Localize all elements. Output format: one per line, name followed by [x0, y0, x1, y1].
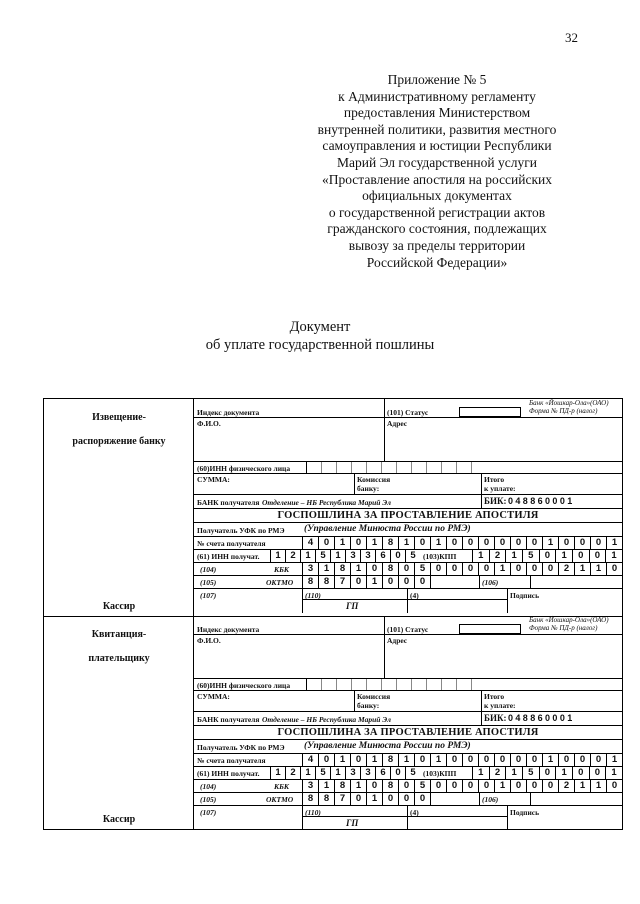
account-number-cells	[302, 754, 622, 766]
empty-cell	[336, 679, 351, 690]
index-row	[194, 399, 622, 418]
digit-cell: 0	[572, 767, 589, 779]
kpp-label: (103)КПП	[423, 769, 457, 778]
oktmo-row	[194, 576, 622, 589]
digit-cell: 0	[414, 537, 430, 549]
digit-cell: 1	[590, 563, 606, 575]
page-number: 32	[565, 30, 578, 45]
section-title: Квитанция-	[91, 629, 147, 640]
digit-cell: 0	[366, 780, 382, 792]
digit-cell: 0	[446, 754, 462, 766]
digit-cell: 8	[334, 780, 350, 792]
digit-cell: 0	[526, 780, 542, 792]
digit-cell: 1	[366, 576, 382, 588]
empty-cell	[456, 679, 471, 690]
empty-cell	[396, 462, 411, 473]
digit-cell: 0	[590, 754, 606, 766]
empty-cell	[441, 679, 456, 690]
digit-cell: 1	[366, 793, 382, 805]
inn-label: (61) ИНН получат.	[197, 552, 260, 561]
digit-cell: 3	[345, 550, 360, 562]
digit-cell: 8	[382, 563, 398, 575]
inn-person-row	[194, 462, 622, 474]
digit-cell: 0	[558, 537, 574, 549]
digit-cell: 1	[334, 754, 350, 766]
inn-label: (61) ИНН получат.	[197, 769, 260, 778]
empty-cell	[336, 462, 351, 473]
empty-cell	[426, 679, 441, 690]
digit-cell: 1	[366, 537, 382, 549]
digit-cell: 1	[574, 780, 590, 792]
digit-cell: 1	[555, 550, 572, 562]
digit-cell: 0	[366, 563, 382, 575]
digit-cell: 0	[446, 563, 462, 575]
digit-cell: 0	[446, 537, 462, 549]
digit-cell: 0	[590, 537, 606, 549]
empty-cell	[411, 462, 426, 473]
recipient-value: (Управление Минюста России по РМЭ)	[304, 524, 471, 534]
digit-cell: 0	[350, 793, 366, 805]
inn-person-label: (60)ИНН физического лица	[197, 464, 291, 473]
account-row	[194, 537, 622, 550]
digit-cell: 0	[606, 780, 622, 792]
digit-cell: 1	[505, 767, 522, 779]
account-number-cells	[302, 537, 622, 549]
digit-cell: 0	[390, 550, 405, 562]
digit-cell: 1	[270, 767, 285, 779]
oktmo-label: ОКТМО	[266, 795, 294, 804]
address-label: Адрес	[387, 636, 408, 645]
digit-cell: 1	[334, 537, 350, 549]
digit-cell: 5	[315, 550, 330, 562]
section-subtitle: плательщику	[88, 653, 150, 664]
digit-cell: 0	[382, 793, 398, 805]
bik-label: БИК:	[484, 496, 507, 506]
digit-cell: 2	[285, 767, 300, 779]
digit-cell: 0	[478, 754, 494, 766]
digit-cell: 0	[510, 537, 526, 549]
index-label: Индекс документа	[197, 625, 260, 634]
bank-recipient-value: Отделение – НБ Республика Марий Эл	[262, 715, 391, 724]
receipt-section	[44, 616, 622, 829]
digit-cell: 1	[494, 563, 510, 575]
field-107-label: (107)	[200, 808, 217, 817]
digit-cell: 1	[300, 767, 315, 779]
fio-address-row	[194, 418, 622, 462]
sum-row	[194, 474, 622, 495]
digit-cell: 1	[505, 550, 522, 562]
empty-cell	[426, 462, 441, 473]
bottom-row	[194, 806, 622, 830]
digit-cell: 0	[589, 767, 606, 779]
digit-cell: 1	[366, 754, 382, 766]
digit-cell: 4	[302, 754, 318, 766]
section-label-column	[44, 616, 194, 829]
empty-cell	[306, 679, 321, 690]
fio-address-row	[194, 635, 622, 679]
total-label: Итого	[484, 475, 505, 484]
digit-cell: 0	[414, 576, 430, 588]
digit-cell: 0	[462, 780, 478, 792]
empty-cell	[366, 679, 381, 690]
digit-cell: 5	[405, 550, 420, 562]
digit-cell: 0	[574, 754, 590, 766]
digit-cell: 0	[350, 537, 366, 549]
recipient-value: (Управление Минюста России по РМЭ)	[304, 741, 471, 751]
kbk-row	[194, 563, 622, 576]
sum-row	[194, 691, 622, 712]
inn-cells	[270, 550, 420, 562]
inn-cells	[270, 767, 420, 779]
status-label: (101) Статус	[387, 408, 429, 417]
kbk-label: КБК	[274, 782, 289, 791]
digit-cell: 0	[318, 754, 334, 766]
doc-title-line: об уплате государственной пошлины	[205, 337, 435, 353]
bank-recipient-label: БАНК получателя	[197, 715, 260, 724]
empty-cell	[381, 462, 396, 473]
document-title	[150, 318, 490, 354]
field-105-label: (105)	[200, 578, 217, 587]
digit-cell: 5	[414, 563, 430, 575]
doc-title-line: Документ	[289, 319, 351, 335]
digit-cell: 0	[414, 754, 430, 766]
digit-cell: 0	[462, 754, 478, 766]
digit-cell: 0	[398, 793, 414, 805]
gp-value: ГП	[346, 601, 359, 611]
digit-cell: 0	[542, 563, 558, 575]
empty-cell	[351, 679, 366, 690]
digit-cell: 0	[478, 563, 494, 575]
account-row	[194, 754, 622, 767]
bik-label: БИК:	[484, 713, 507, 723]
digit-cell: 1	[494, 780, 510, 792]
field-4-label: (4)	[410, 808, 419, 817]
digit-cell: 0	[446, 780, 462, 792]
digit-cell: 1	[398, 537, 414, 549]
form-fields	[194, 399, 622, 616]
sum-label: СУММА:	[197, 692, 230, 701]
empty-cell	[441, 462, 456, 473]
empty-cell	[366, 462, 381, 473]
digit-cell: 5	[522, 550, 539, 562]
digit-cell: 0	[478, 780, 494, 792]
digit-cell: 1	[472, 767, 489, 779]
recipient-row	[194, 523, 622, 537]
digit-cell: 0	[462, 537, 478, 549]
digit-cell: 0	[494, 537, 510, 549]
digit-cell: 6	[375, 550, 390, 562]
digit-cell: 4	[302, 537, 318, 549]
digit-cell: 1	[430, 537, 446, 549]
empty-cell	[306, 462, 321, 473]
digit-cell: 1	[605, 550, 622, 562]
digit-cell: 0	[526, 563, 542, 575]
field-104-label: (104)	[200, 565, 217, 574]
section-subtitle: распоряжение банку	[72, 436, 166, 447]
form-code: Форма № ПД-р (налог)	[529, 624, 598, 632]
appendix-line: предоставления Министерством	[343, 105, 531, 121]
kpp-cells	[472, 550, 622, 562]
bank-row	[194, 495, 622, 509]
digit-cell: 2	[489, 767, 506, 779]
digit-cell: 0	[462, 563, 478, 575]
empty-cell	[411, 679, 426, 690]
kbk-cells	[302, 563, 622, 575]
field-105-label: (105)	[200, 795, 217, 804]
field-104-label: (104)	[200, 782, 217, 791]
appendix-line: гражданского состояния, подлежащих	[327, 221, 547, 237]
digit-cell: 0	[572, 550, 589, 562]
inn-person-label: (60)ИНН физического лица	[197, 681, 291, 690]
section-title: Извещение-	[92, 412, 146, 423]
oktmo-label: ОКТМО	[266, 578, 294, 587]
status-input[interactable]	[459, 407, 521, 417]
digit-cell: 5	[405, 767, 420, 779]
digit-cell: 0	[350, 754, 366, 766]
digit-cell: 1	[574, 563, 590, 575]
commission-label: Комиссия	[357, 475, 391, 484]
empty-cell	[351, 462, 366, 473]
form-code: Форма № ПД-р (налог)	[529, 407, 598, 415]
appendix-line: о государственной регистрации актов	[328, 204, 546, 220]
section-label-column	[44, 399, 194, 616]
fio-label: Ф.И.О.	[197, 419, 221, 428]
appendix-line: Российской Федерации»	[366, 254, 508, 270]
field-106-label: (106)	[482, 578, 499, 587]
field-110-label: (110)	[305, 808, 321, 817]
fio-label: Ф.И.О.	[197, 636, 221, 645]
field-4-label: (4)	[410, 591, 419, 600]
fee-title-row	[194, 509, 622, 523]
digit-cell: 1	[606, 754, 622, 766]
recipient-label: Получатель УФК по РМЭ	[197, 743, 285, 752]
inn-person-cells[interactable]	[306, 679, 486, 690]
index-label: Индекс документа	[197, 408, 260, 417]
digit-cell: 3	[302, 780, 318, 792]
digit-cell: 1	[590, 780, 606, 792]
field-110-label: (110)	[305, 591, 321, 600]
empty-cell	[471, 679, 486, 690]
digit-cell: 1	[555, 767, 572, 779]
digit-cell: 1	[318, 563, 334, 575]
digit-cell: 0	[398, 563, 414, 575]
bank-recipient-label: БАНК получателя	[197, 498, 260, 507]
digit-cell: 0	[430, 780, 446, 792]
digit-cell: 1	[430, 754, 446, 766]
oktmo-row	[194, 793, 622, 806]
bank-row	[194, 712, 622, 726]
digit-cell: 0	[589, 550, 606, 562]
digit-cell: 5	[315, 767, 330, 779]
inn-kpp-row	[194, 550, 622, 563]
notice-section	[44, 399, 622, 617]
digit-cell: 0	[318, 537, 334, 549]
signature-label: Подпись	[510, 591, 540, 600]
digit-cell: 6	[375, 767, 390, 779]
digit-cell: 7	[334, 576, 350, 588]
digit-cell: 0	[539, 550, 556, 562]
commission-label-2: банку:	[357, 484, 380, 493]
kbk-label: КБК	[274, 565, 289, 574]
digit-cell: 5	[522, 767, 539, 779]
field-106-label: (106)	[482, 795, 499, 804]
fee-title: ГОСПОШЛИНА ЗА ПРОСТАВЛЕНИЕ АПОСТИЛЯ	[277, 727, 539, 738]
bottom-row	[194, 589, 622, 613]
digit-cell: 0	[430, 563, 446, 575]
digit-cell: 0	[390, 767, 405, 779]
kpp-cells	[472, 767, 622, 779]
fee-title: ГОСПОШЛИНА ЗА ПРОСТАВЛЕНИЕ АПОСТИЛЯ	[277, 510, 539, 521]
digit-cell: 3	[345, 767, 360, 779]
gp-value: ГП	[346, 818, 359, 828]
signature-label: Подпись	[510, 808, 540, 817]
bank-recipient-value: Отделение – НБ Республика Марий Эл	[262, 498, 391, 507]
status-label: (101) Статус	[387, 625, 429, 634]
digit-cell: 1	[606, 537, 622, 549]
digit-cell: 1	[318, 780, 334, 792]
digit-cell: 1	[330, 550, 345, 562]
digit-cell: 0	[510, 754, 526, 766]
empty-cell	[381, 679, 396, 690]
field-107-label: (107)	[200, 591, 217, 600]
recipient-label: Получатель УФК по РМЭ	[197, 526, 285, 535]
status-input[interactable]	[459, 624, 521, 634]
digit-cell: 2	[285, 550, 300, 562]
digit-cell: 7	[334, 793, 350, 805]
commission-label: Комиссия	[357, 692, 391, 701]
empty-cell	[471, 462, 486, 473]
digit-cell: 0	[494, 754, 510, 766]
fee-title-row	[194, 726, 622, 740]
digit-cell: 8	[382, 780, 398, 792]
payment-form	[43, 398, 623, 830]
cashier-label: Кассир	[102, 814, 136, 825]
commission-label-2: банку:	[357, 701, 380, 710]
sum-label: СУММА:	[197, 475, 230, 484]
digit-cell: 0	[510, 780, 526, 792]
digit-cell: 0	[414, 793, 430, 805]
oktmo-cells	[302, 793, 430, 805]
oktmo-cells	[302, 576, 430, 588]
appendix-line: официальных документах	[362, 188, 512, 204]
digit-cell: 1	[300, 550, 315, 562]
digit-cell: 2	[558, 563, 574, 575]
digit-cell: 0	[542, 780, 558, 792]
inn-person-row	[194, 679, 622, 691]
inn-kpp-row	[194, 767, 622, 780]
digit-cell: 3	[360, 550, 375, 562]
bik-value: 048860001	[508, 713, 575, 723]
digit-cell: 0	[558, 754, 574, 766]
index-row	[194, 616, 622, 635]
appendix-line: Марий Эл государственной услуги	[337, 154, 537, 170]
digit-cell: 0	[478, 537, 494, 549]
digit-cell: 1	[270, 550, 285, 562]
digit-cell: 1	[350, 563, 366, 575]
appendix-line: вывозу за пределы территории	[348, 237, 526, 253]
recipient-row	[194, 740, 622, 754]
account-label: № счета получателя	[197, 756, 266, 765]
inn-person-cells[interactable]	[306, 462, 486, 473]
empty-cell	[321, 679, 336, 690]
digit-cell: 8	[318, 576, 334, 588]
digit-cell: 0	[606, 563, 622, 575]
digit-cell: 0	[398, 576, 414, 588]
digit-cell: 1	[605, 767, 622, 779]
digit-cell: 1	[542, 754, 558, 766]
digit-cell: 0	[510, 563, 526, 575]
digit-cell: 8	[334, 563, 350, 575]
appendix-line: самоуправления и юстиции Республики	[322, 138, 552, 154]
digit-cell: 1	[542, 537, 558, 549]
digit-cell: 1	[472, 550, 489, 562]
bank-name: Банк «Йошкар-Ола»(ОАО)	[529, 399, 609, 407]
address-label: Адрес	[387, 419, 408, 428]
digit-cell: 3	[302, 563, 318, 575]
digit-cell: 8	[382, 754, 398, 766]
digit-cell: 0	[382, 576, 398, 588]
digit-cell: 8	[302, 576, 318, 588]
digit-cell: 8	[318, 793, 334, 805]
digit-cell: 8	[302, 793, 318, 805]
appendix-heading	[272, 72, 602, 271]
empty-cell	[396, 679, 411, 690]
bik-value: 048860001	[508, 496, 575, 506]
digit-cell: 5	[414, 780, 430, 792]
kpp-label: (103)КПП	[423, 552, 457, 561]
digit-cell: 0	[539, 767, 556, 779]
kbk-row	[194, 780, 622, 793]
account-label: № счета получателя	[197, 539, 266, 548]
digit-cell: 1	[350, 780, 366, 792]
total-label: Итого	[484, 692, 505, 701]
digit-cell: 0	[526, 754, 542, 766]
digit-cell: 3	[360, 767, 375, 779]
digit-cell: 2	[558, 780, 574, 792]
form-fields	[194, 616, 622, 829]
cashier-label: Кассир	[102, 601, 136, 612]
digit-cell: 8	[382, 537, 398, 549]
digit-cell: 0	[398, 780, 414, 792]
total-label-2: к уплате:	[484, 701, 516, 710]
empty-cell	[456, 462, 471, 473]
bank-name: Банк «Йошкар-Ола»(ОАО)	[529, 616, 609, 624]
appendix-line: к Административному регламенту	[338, 88, 536, 104]
digit-cell: 1	[330, 767, 345, 779]
appendix-line: внутренней политики, развития местного	[317, 121, 557, 137]
digit-cell: 1	[398, 754, 414, 766]
digit-cell: 2	[489, 550, 506, 562]
appendix-line: Приложение № 5	[387, 72, 487, 87]
digit-cell: 0	[526, 537, 542, 549]
total-label-2: к уплате:	[484, 484, 516, 493]
appendix-line: «Проставление апостиля на российских	[321, 171, 553, 187]
digit-cell: 0	[574, 537, 590, 549]
empty-cell	[321, 462, 336, 473]
digit-cell: 0	[350, 576, 366, 588]
kbk-cells	[302, 780, 622, 792]
